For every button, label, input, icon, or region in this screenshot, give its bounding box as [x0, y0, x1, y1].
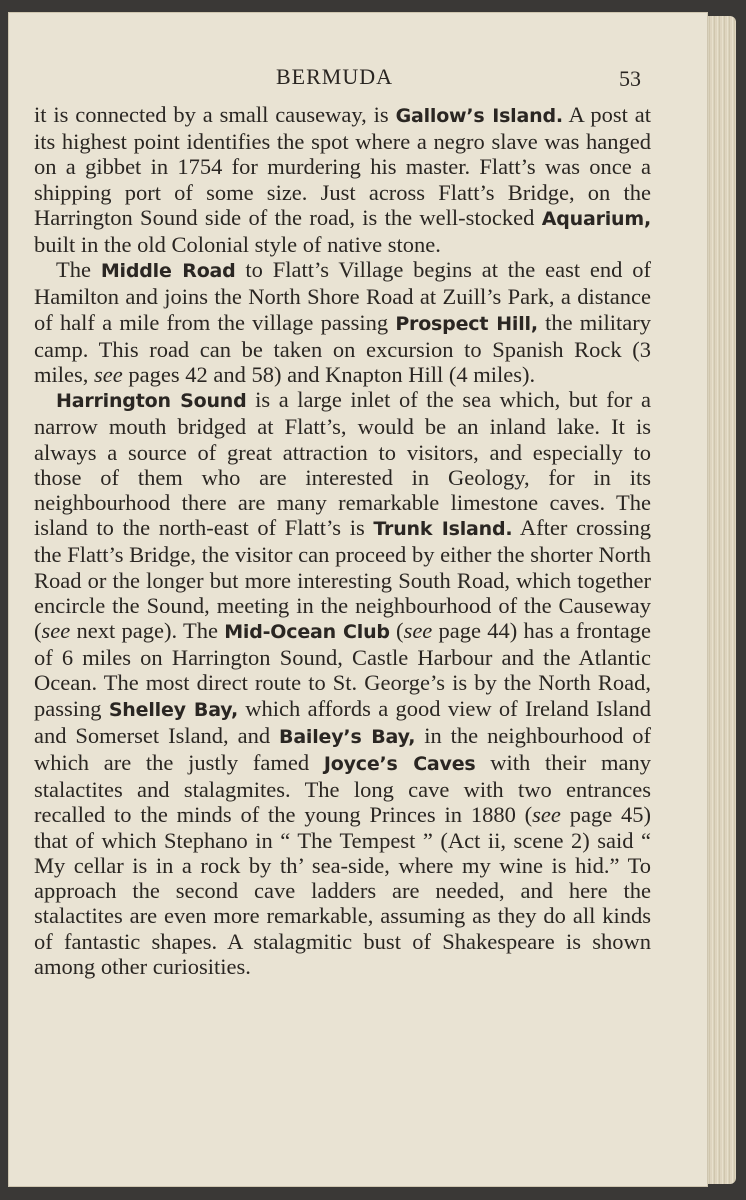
bold-place-name: Harrington Sound [56, 390, 247, 413]
paragraph [34, 387, 651, 979]
text-run: is a large inlet of the sea which, but for a narrow mouth bridged at Flatt’s, would be an inland lake. It is always a source of great attraction to visitors, and especially to those of them who are interested in Geology, for in its neighbourhood there are many remarkable limestone caves. The island to the north-east of Flatt’s is [34, 387, 651, 541]
text-run: page 45) that of which Stephano in “ The Tempest ” (Act ii, scene 2) said “ My cellar is in a rock by th’ sea-side, where my wine is hid.” To approach the second cave ladders are needed, and here the stalactites are even more remarkable, assuming as they do all kinds of fantastic shapes. A stalagmitic bust of Shakespeare is shown among other curiosities. [34, 802, 652, 979]
italic-reference: see [403, 618, 433, 644]
page-edge [706, 16, 736, 1184]
text-run: it is connected by a small causeway, is [34, 102, 396, 127]
text-run: in the neighbourhood of which are the justly famed [34, 722, 651, 776]
bold-place-name: Mid-Ocean Club [224, 621, 390, 644]
text-run: with their many stalactites and stalagmites. The long cave with two entrances recalled to the minds of the young Princes in 1880 ( [34, 750, 651, 828]
bold-place-name: Middle Road [100, 260, 236, 283]
bold-place-name: Bailey’s Bay, [279, 725, 416, 748]
bold-place-name: Trunk Island. [373, 518, 513, 541]
bold-place-name: Aquarium, [541, 207, 651, 230]
text-run: The [56, 257, 101, 283]
paragraph [34, 102, 651, 257]
text-run: After crossing the Flatt’s Bridge, the visitor can proceed by either the shorter North Road or the longer but more interesting South Road, which together encircle the Sound, meeting in the neighbourhood of the Causeway ( [34, 515, 651, 644]
text-run: next page). The [70, 618, 225, 644]
bold-place-name: Prospect Hill, [395, 312, 538, 335]
text-run: the military camp. This road can be taken on excursion to Spanish Rock (3 miles, [34, 309, 651, 388]
paragraph [34, 257, 651, 387]
text-run: to Flatt’s Village begins at the east end of Hamilton and joins the North Shore Road at Zuill’s Park, a distance of half a mile from the village passing [34, 257, 651, 335]
running-head: BERMUDA [276, 64, 394, 89]
text-run: which affords a good view of Ireland Island and Somerset Island, and [34, 695, 651, 748]
text-run: page 44) has a frontage of 6 miles on Harrington Sound, Castle Harbour and the Atlantic Ocean. The most direct route to St. George’s is by the North Road, passing [34, 618, 652, 721]
page-header [8, 64, 708, 94]
book-page [8, 12, 708, 1187]
italic-reference: see [532, 802, 561, 828]
italic-reference: see [94, 362, 123, 388]
bold-place-name: Joyce’s Caves [323, 753, 476, 776]
text-run: pages 42 and 58) and Knapton Hill (4 miles). [122, 362, 536, 388]
page-number: 53 [619, 66, 641, 91]
italic-reference: see [41, 618, 71, 644]
text-run: ( [389, 618, 404, 644]
bold-place-name: Shelley Bay, [108, 698, 238, 721]
body-text [34, 102, 651, 979]
text-run: built in the old Colonial style of native stone. [34, 232, 441, 258]
bold-place-name: Gallow’s Island. [395, 105, 563, 127]
text-run: A post at its highest point identifies the spot where a negro slave was hanged on a gibbet in 1754 for murdering his master. Flatt’s was once a shipping port of some size. Just across Flatt’s Bridge, on the Harrington Sound side of the road, is the well-stocked [34, 102, 651, 230]
